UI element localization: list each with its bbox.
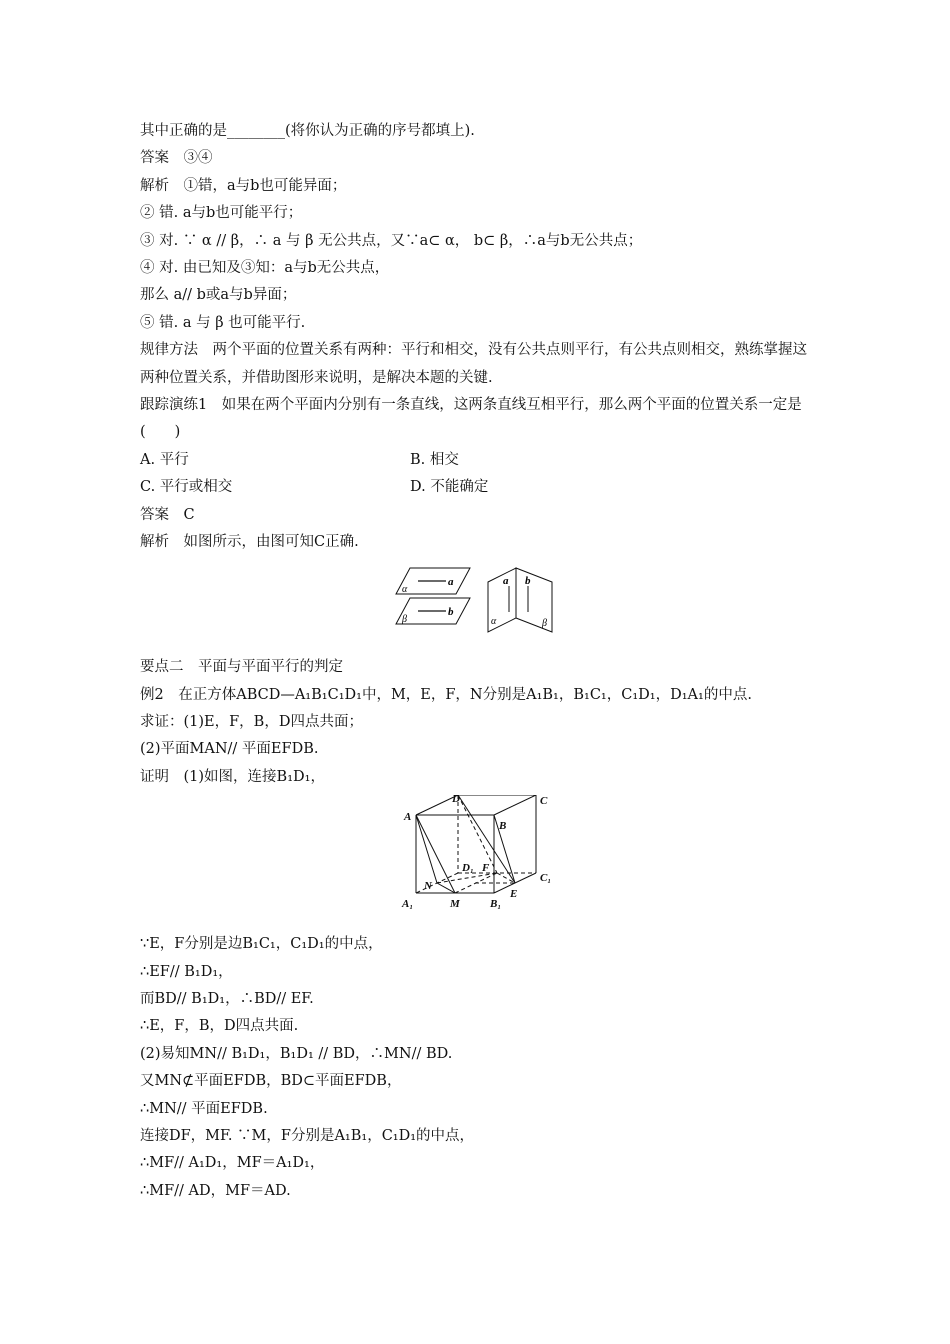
planes-figure (140, 564, 820, 644)
example-line: (2)平面MAN// 平面EFDB. (140, 741, 319, 758)
label-B1: B₁ (490, 898, 502, 911)
proof-line: 又MN⊄平面EFDB，BD⊂平面EFDB， (140, 1073, 402, 1090)
hidden-edges (416, 795, 536, 893)
label-beta: β (402, 614, 407, 626)
proof-line: ∴MN// 平面EFDB. (140, 1100, 268, 1117)
answer-line: 答案 ③④ (140, 150, 213, 167)
proof-line: ∴E，F，B，D四点共面. (140, 1018, 299, 1035)
text-line: ③ 对. ∵ α // β，∴ a 与 β 无公共点，又∵a⊂ α， b⊂ β，∴a与b无公共点； (140, 232, 643, 249)
text-line: 其中正确的是________(将你认为正确的序号都填上). (140, 123, 475, 139)
proof-line: 而BD// B₁D₁，∴BD// EF. (140, 991, 314, 1008)
proof-line: ∵E，F分别是边B₁C₁，C₁D₁的中点， (140, 936, 383, 953)
label-beta: β (542, 618, 547, 630)
parallel-planes-diagram (396, 568, 470, 625)
options-row (140, 474, 820, 501)
exercise-paragraph: 跟踪演练1 如果在两个平面内分别有一条直线，这两条直线互相平行，那么两个平面的位置关系一定是( ) (140, 396, 802, 441)
options-row (140, 447, 820, 474)
proof-line: ∴MF// AD，MF＝AD. (140, 1182, 291, 1199)
answer-line: 答案 C (140, 506, 195, 523)
text-line: ⑤ 错. a 与 β 也可能平行. (140, 314, 306, 331)
option-b: B. 相交 (410, 451, 459, 468)
text-line: ④ 对. 由已知及③知：a与b无公共点， (140, 259, 390, 276)
label-F: F (482, 862, 490, 875)
proof-line: 连接DF，MF. ∵M，F分别是A₁B₁，C₁D₁的中点， (140, 1128, 475, 1144)
planes-figure-svg (140, 564, 820, 644)
proof-line: ∴EF// B₁D₁， (140, 963, 233, 980)
example-line: 求证：(1)E，F，B，D四点共面； (140, 714, 363, 731)
label-D: D (452, 795, 460, 806)
example-line: 例2 在正方体ABCD—A₁B₁C₁D₁中，M，E，F，N分别是A₁B₁，B₁C₁，C₁D₁，D₁A₁的中点. (140, 686, 752, 703)
label-B: B (499, 820, 507, 833)
label-alpha: α (402, 584, 408, 596)
label-a: a (448, 576, 454, 589)
option-d: D. 不能确定 (410, 479, 489, 496)
option-a: A. 平行 (140, 451, 189, 468)
cube-edges (416, 795, 536, 893)
label-E: E (510, 888, 518, 901)
label-b: b (448, 606, 454, 619)
text-line: ② 错. a与b也可能平行； (140, 205, 303, 222)
label-C: C (540, 795, 548, 808)
label-N: N (424, 880, 432, 893)
label-A1: A₁ (402, 898, 414, 911)
label-A: A (404, 811, 412, 824)
intersecting-planes-diagram (488, 568, 552, 632)
document-page (140, 118, 820, 1205)
label-b: b (525, 575, 531, 588)
cube-figure (140, 795, 820, 927)
proof-line: 证明 (1)如图，连接B₁D₁， (140, 768, 325, 785)
proof-line: (2)易知MN// B₁D₁，B₁D₁ // BD，∴MN// BD. (140, 1045, 453, 1062)
analysis-line: 解析 如图所示，由图可知C正确. (140, 533, 359, 550)
label-D1: D₁ (462, 862, 474, 875)
label-a: a (503, 575, 509, 588)
section-title: 要点二 平面与平面平行的判定 (140, 659, 343, 676)
text-line: 那么 a// b或a与b异面； (140, 287, 297, 304)
option-c: C. 平行或相交 (140, 479, 233, 496)
proof-line: ∴MF// A₁D₁，MF＝A₁D₁， (140, 1155, 325, 1172)
method-paragraph: 规律方法 两个平面的位置关系有两种：平行和相交，没有公共点则平行，有公共点则相交，熟练掌握这两种位置关系，并借助图形来说明，是解决本题的关键. (140, 342, 807, 386)
text-line: 解析 ①错，a与b也可能异面； (140, 177, 347, 194)
label-C1: C₁ (540, 872, 552, 885)
cube-figure-svg (140, 795, 820, 927)
label-M: M (450, 898, 460, 911)
label-alpha: α (491, 616, 497, 628)
